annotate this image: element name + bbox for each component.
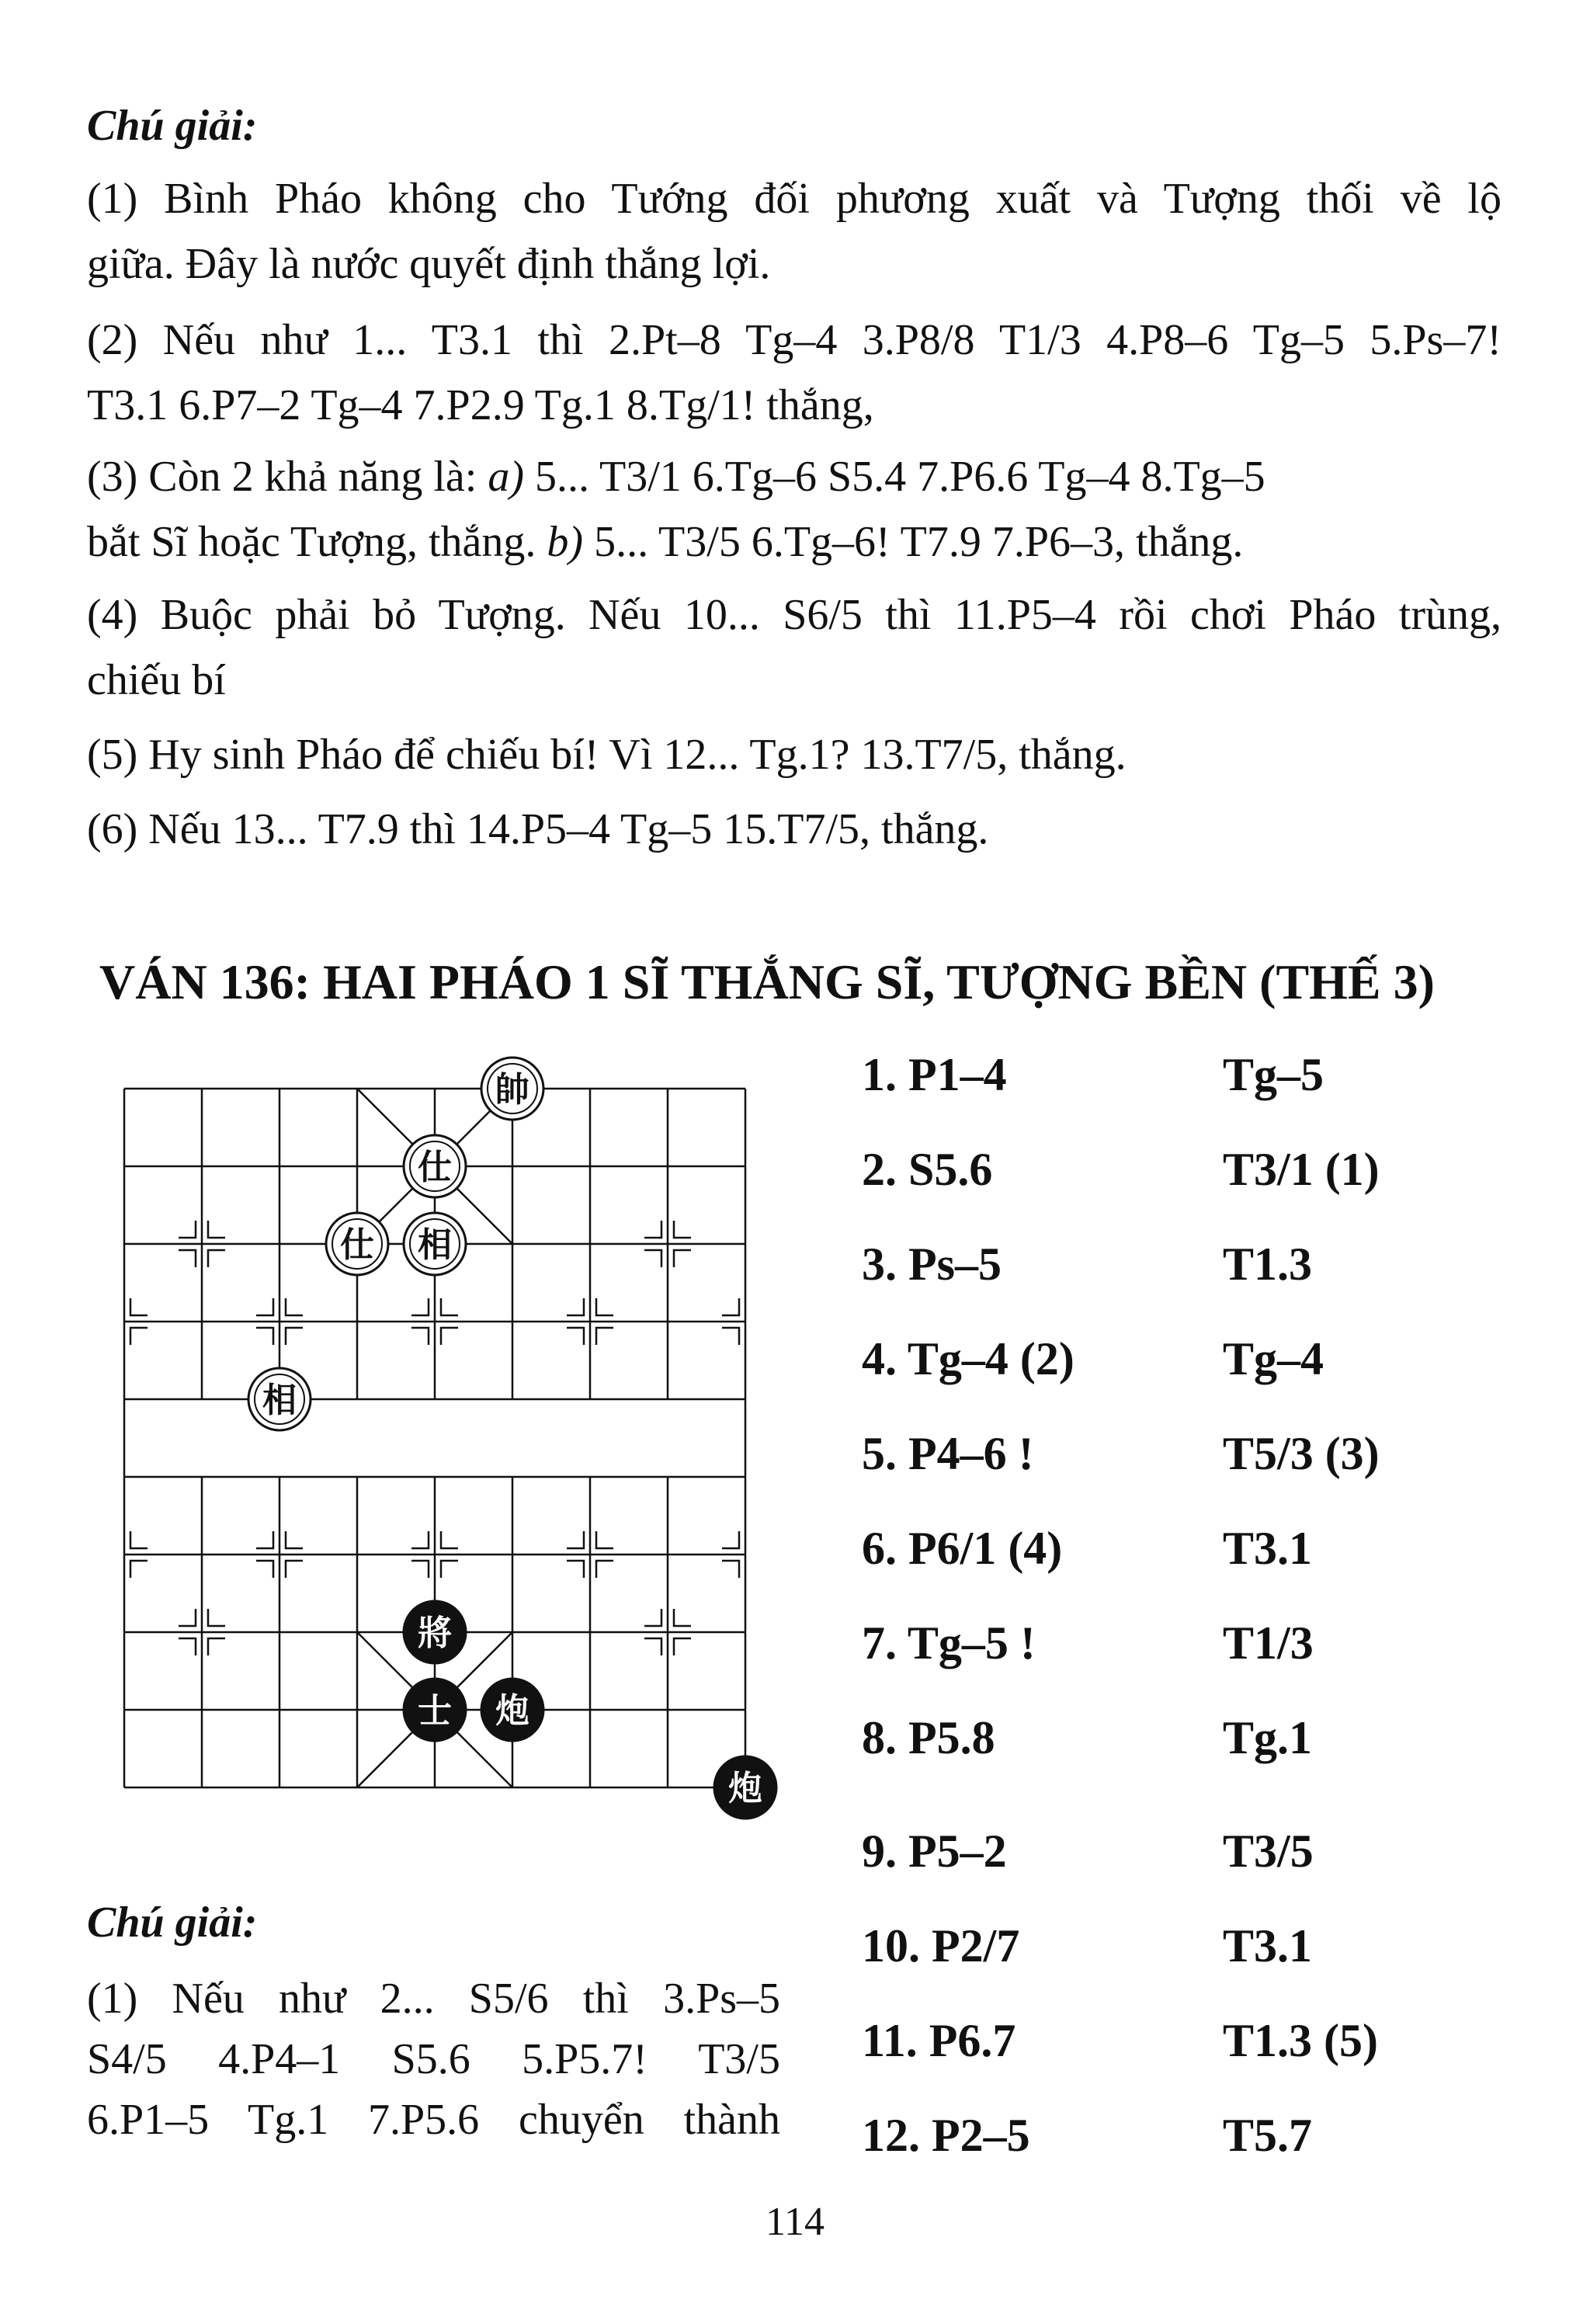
position-mark [644, 1221, 661, 1238]
move-red: 5. P4–6 ! [862, 1428, 1034, 1479]
position-mark [411, 1531, 429, 1548]
piece-label: 將 [418, 1614, 452, 1653]
variation-a-label: a) [488, 453, 524, 501]
move-red: 1. P1–4 [862, 1049, 1007, 1100]
position-mark [674, 1609, 691, 1626]
position-mark [256, 1298, 273, 1315]
position-mark [256, 1561, 273, 1578]
position-mark [722, 1561, 739, 1578]
piece-label: 相 [418, 1225, 452, 1265]
position-mark [256, 1328, 273, 1345]
page-number: 114 [765, 2200, 825, 2244]
position-mark [674, 1638, 691, 1655]
note-line-9: (5) Hy sinh Pháo để chiếu bí! Vì 12... Tg.1? 13.T7/5, thắng. [87, 731, 1127, 779]
move-black: T3.1 [1223, 1523, 1313, 1574]
move-black: T3/1 (1) [1223, 1144, 1380, 1195]
position-mark [208, 1609, 225, 1626]
bottom-note-line-3: 6.P1–5 Tg.1 7.P5.6 chuyển thành [87, 2096, 780, 2144]
position-mark [130, 1328, 148, 1345]
game-title: VÁN 136: HAI PHÁO 1 SĨ THẮNG SĨ, TƯỢNG BỀN (THẾ 3) [99, 954, 1435, 1009]
move-red: 8. P5.8 [862, 1712, 995, 1763]
position-mark [441, 1328, 458, 1345]
position-mark [256, 1531, 273, 1548]
move-red: 4. Tg–4 (2) [862, 1333, 1074, 1384]
move-red: 2. S5.6 [862, 1144, 993, 1195]
move-black: T3.1 [1223, 1920, 1313, 1971]
position-mark [286, 1531, 303, 1548]
piece-label: 炮 [728, 1769, 762, 1808]
move-black: Tg–5 [1223, 1049, 1324, 1100]
position-mark [567, 1328, 584, 1345]
move-black: Tg.1 [1223, 1712, 1313, 1763]
position-mark [596, 1328, 613, 1345]
position-mark [286, 1298, 303, 1315]
position-mark [644, 1250, 661, 1267]
move-red: 10. P2/7 [862, 1920, 1020, 1971]
bottom-note-line-2: S4/5 4.P4–1 S5.6 5.P5.7! T3/5 [87, 2035, 780, 2083]
position-mark [286, 1561, 303, 1578]
position-mark [596, 1531, 613, 1548]
position-mark [441, 1531, 458, 1548]
position-mark [130, 1561, 148, 1578]
notes-heading: Chú giải: [87, 102, 258, 150]
position-mark [644, 1609, 661, 1626]
move-red: 7. Tg–5 ! [862, 1617, 1036, 1669]
note-line-5 [87, 450, 1501, 503]
position-mark [596, 1298, 613, 1315]
variation-a-text: 5... T3/1 6.Tg–6 S5.4 7.P6.6 Tg–4 8.Tg–5 [524, 453, 1265, 501]
move-red: 11. P6.7 [862, 2015, 1016, 2066]
position-mark [674, 1221, 691, 1238]
piece-label: 士 [418, 1691, 452, 1731]
position-mark [179, 1638, 196, 1655]
position-mark [722, 1531, 739, 1548]
note-line-3: (2) Nếu như 1... T3.1 thì 2.Pt–8 Tg–4 3.P8/8 T1/3 4.P8–6 Tg–5 5.Ps–7! [87, 316, 1501, 364]
move-red: 6. P6/1 (4) [862, 1523, 1063, 1574]
position-mark [130, 1298, 148, 1315]
variation-b-label: b) [547, 518, 584, 566]
position-mark [208, 1221, 225, 1238]
position-mark [722, 1298, 739, 1315]
piece-label: 仕 [340, 1225, 374, 1265]
position-mark [596, 1561, 613, 1578]
position-mark [567, 1298, 584, 1315]
position-mark [722, 1328, 739, 1345]
bottom-note-line-1: (1) Nếu như 2... S5/6 thì 3.Ps–5 [87, 1975, 780, 2023]
piece-label: 仕 [418, 1148, 452, 1187]
note-line-10: (6) Nếu 13... T7.9 thì 14.P5–4 Tg–5 15.T7/5, thắng. [87, 805, 989, 853]
bottom-notes-heading: Chú giải: [87, 1898, 258, 1947]
position-mark [441, 1561, 458, 1578]
piece-label: 炮 [495, 1691, 529, 1731]
move-red: 12. P2–5 [862, 2110, 1030, 2161]
note-line-1: (1) Bình Pháo không cho Tướng đối phương xuất và Tượng thối về lộ [87, 175, 1501, 223]
position-mark [208, 1250, 225, 1267]
move-red: 3. Ps–5 [862, 1238, 1002, 1290]
note-line-7: (4) Buộc phải bỏ Tượng. Nếu 10... S6/5 thì 11.P5–4 rồi chơi Pháo trùng, [87, 591, 1501, 639]
move-black: T1.3 (5) [1223, 2015, 1378, 2066]
position-mark [411, 1298, 429, 1315]
piece-label: 相 [262, 1381, 297, 1420]
move-black: T1.3 [1223, 1238, 1313, 1290]
move-black: T5/3 (3) [1223, 1428, 1380, 1479]
xiangqi-board [101, 1040, 800, 1832]
note-line-4: T3.1 6.P7–2 Tg–4 7.P2.9 Tg.1 8.Tg/1! thắng, [87, 381, 874, 429]
position-mark [179, 1221, 196, 1238]
position-mark [179, 1250, 196, 1267]
piece-label: 帥 [495, 1070, 529, 1110]
position-mark [441, 1298, 458, 1315]
move-red: 9. P5–2 [862, 1826, 1007, 1877]
position-mark [567, 1561, 584, 1578]
position-mark [411, 1328, 429, 1345]
move-black: T5.7 [1223, 2110, 1313, 2161]
position-mark [179, 1609, 196, 1626]
position-mark [567, 1531, 584, 1548]
position-mark [130, 1531, 148, 1548]
note-line-8: chiếu bí [87, 656, 226, 704]
move-black: T3/5 [1223, 1826, 1314, 1877]
note-line-5-start: (3) Còn 2 khả năng là: [87, 453, 488, 501]
position-mark [411, 1561, 429, 1578]
variation-b-text: 5... T3/5 6.Tg–6! T7.9 7.P6–3, thắng. [583, 518, 1244, 566]
note-line-2: giữa. Đây là nước quyết định thắng lợi. [87, 240, 771, 288]
move-black: Tg–4 [1223, 1333, 1324, 1384]
position-mark [674, 1250, 691, 1267]
position-mark [644, 1638, 661, 1655]
position-mark [286, 1328, 303, 1345]
position-mark [208, 1638, 225, 1655]
note-line-6 [87, 516, 1243, 568]
move-black: T1/3 [1223, 1617, 1314, 1669]
note-line-6-start: bắt Sĩ hoặc Tượng, thắng. [87, 518, 547, 566]
